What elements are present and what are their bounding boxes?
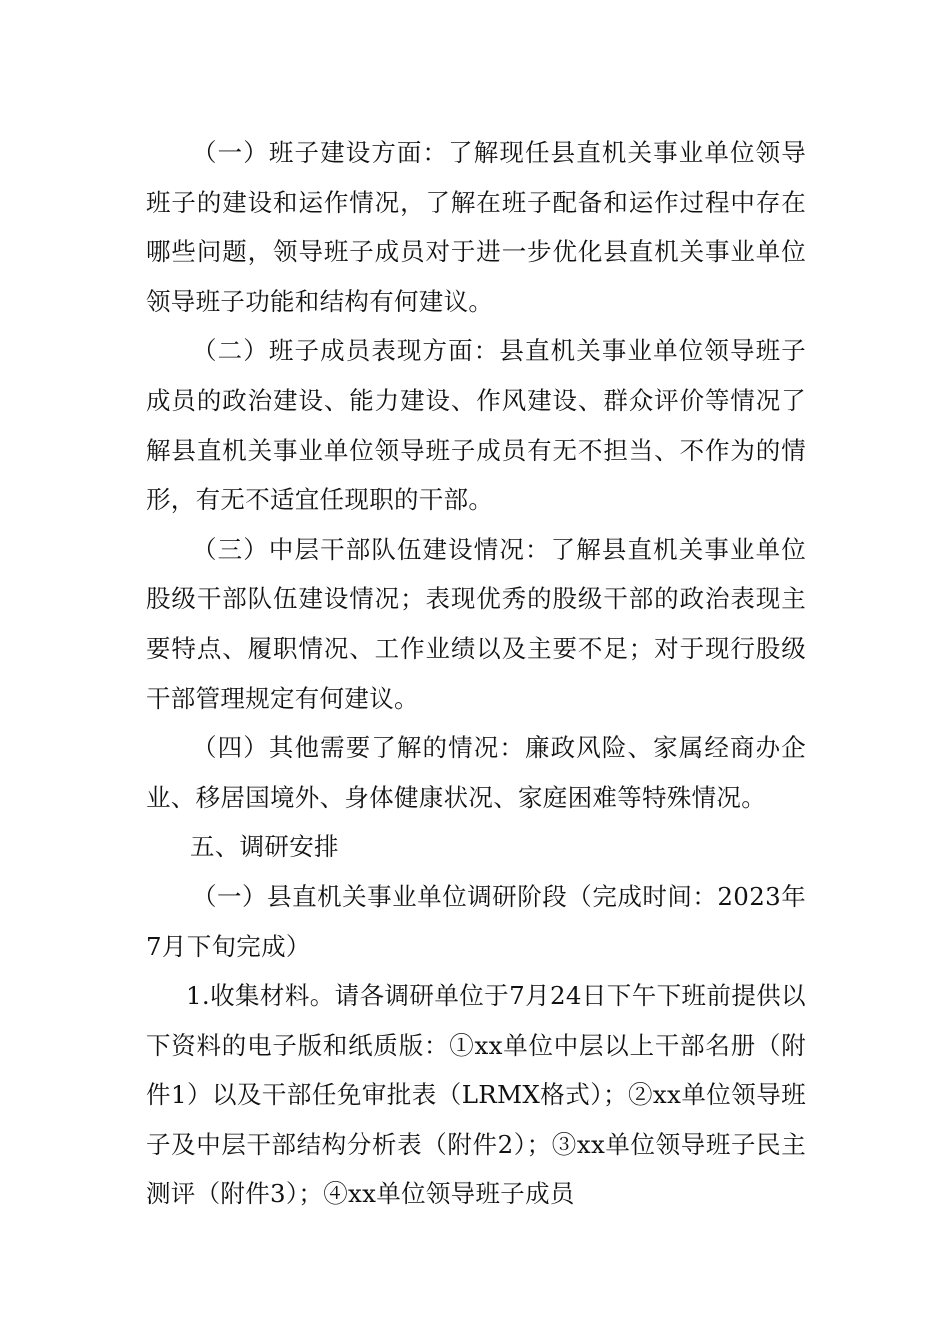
paragraph-middle-cadres: （三）中层干部队伍建设情况：了解县直机关事业单位股级干部队伍建设情况；表现优秀的股级干部的政治表现主要特点、履职情况、工作业绩以及主要不足；对于现行股级干部管理规定有何建议。 [146, 534, 806, 713]
paragraph-member-performance: （二）班子成员表现方面：县直机关事业单位领导班子成员的政治建设、能力建设、作风建设、群众评价等情况了解县直机关事业单位领导班子成员有无不担当、不作为的情形，有无不适宜任现职的干部。 [146, 336, 806, 515]
section-heading-research-arrangement: 五、调研安排 [190, 832, 339, 862]
paragraph-other-situations: （四）其他需要了解的情况：廉政风险、家属经商办企业、移居国境外、身体健康状况、家庭困难等特殊情况。 [146, 733, 806, 812]
paragraph-collect-materials: 1.收集材料。请各调研单位于7月24日下午下班前提供以下资料的电子版和纸质版：①xx单位中层以上干部名册（附件1）以及干部任免审批表（LRMX格式）；②xx单位领导班子及中层干部结构分析表（附件2）；③xx单位领导班子民主测评（附件3）；④xx单位领导班子成员 [146, 981, 806, 1209]
document-body [146, 128, 806, 1219]
paragraph-team-building: （一）班子建设方面：了解现任县直机关事业单位领导班子的建设和运作情况，了解在班子配备和运作过程中存在哪些问题，领导班子成员对于进一步优化县直机关事业单位领导班子功能和结构有何建议。 [146, 138, 806, 316]
paragraph-research-phase: （一）县直机关事业单位调研阶段（完成时间：2023年7月下旬完成） [146, 881, 806, 961]
